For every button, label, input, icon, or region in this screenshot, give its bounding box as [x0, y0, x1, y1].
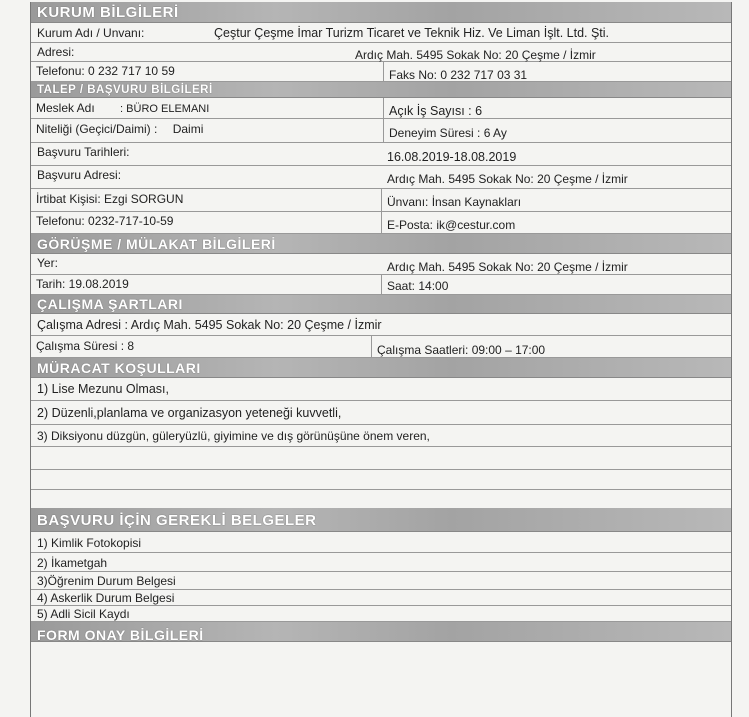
belge-item [31, 532, 731, 553]
section-header-talep: TALEP / BAŞVURU BİLGİLERİ [31, 82, 731, 98]
calisma-adres-row [31, 314, 731, 336]
gorusme-saat: Saat: 14:00 [381, 275, 731, 294]
belge-item [31, 553, 731, 572]
meslek-row [31, 98, 731, 119]
nitelik-row [31, 119, 731, 143]
gorusme-yer-label: Yer: [37, 256, 58, 270]
gorusme-yer-value: Ardıç Mah. 5495 Sokak No: 20 Çeşme / İzmir [387, 260, 628, 274]
kurum-telefon: Telefonu: 0 232 717 10 59 [36, 64, 175, 78]
kurum-adi-label: Kurum Adı / Unvanı: [37, 26, 145, 40]
talep-iletisim-row [31, 212, 731, 234]
basvuru-adres-value: Ardıç Mah. 5495 Sokak No: 20 Çeşme / İzmir [387, 172, 628, 186]
basvuru-tarih-value: 16.08.2019-18.08.2019 [387, 150, 517, 164]
belge-item-text: 1) Kimlik Fotokopisi [37, 536, 142, 550]
belge-item [31, 572, 731, 590]
belge-item-text: 4) Askerlik Durum Belgesi [37, 591, 175, 605]
section-header-form-onay: FORM ONAY BİLGİLERİ [31, 622, 731, 642]
deneyim-suresi: Deneyim Süresi : 6 Ay [383, 119, 731, 142]
kurum-adres-value: Ardıç Mah. 5495 Sokak No: 20 Çeşme / İzmir [355, 48, 596, 62]
gorusme-yer-row [31, 254, 731, 275]
kurum-iletisim-row [31, 62, 731, 82]
belge-item-text: 3)Öğrenim Durum Belgesi [37, 574, 176, 588]
muracat-item [31, 401, 731, 425]
kurum-adres-label: Adresi: [37, 45, 75, 59]
muracat-empty-row [31, 490, 731, 508]
muracat-item [31, 378, 731, 401]
muracat-item-text: 1) Lise Mezunu Olması, [37, 382, 169, 396]
form-frame [30, 2, 732, 717]
muracat-empty-row [31, 470, 731, 490]
belge-item [31, 590, 731, 606]
kurum-adi-value: Çeştur Çeşme İmar Turizm Ticaret ve Teknik Hiz. Ve Liman İşlt. Ltd. Şti. [214, 26, 610, 40]
section-header-calisma: ÇALIŞMA ŞARTLARI [31, 295, 731, 314]
gorusme-zaman-row [31, 275, 731, 295]
belge-item-text: 5) Adli Sicil Kaydı [37, 607, 130, 621]
talep-telefon: Telefonu: 0232-717-10-59 [36, 214, 174, 228]
calisma-saatleri: Çalışma Saatleri: 09:00 – 17:00 [371, 336, 731, 357]
basvuru-adres-label: Başvuru Adresi: [37, 168, 122, 182]
talep-eposta: E-Posta: ik@cestur.com [381, 212, 731, 233]
kurum-adres-row [31, 43, 731, 62]
calisma-sure-row [31, 336, 731, 358]
meslek-cell [31, 98, 383, 118]
section-header-gorusme: GÖRÜŞME / MÜLAKAT BİLGİLERİ [31, 234, 731, 254]
kurum-adi-row [31, 23, 731, 43]
irtibat-unvan: Ünvanı: İnsan Kaynakları [381, 189, 731, 211]
section-header-kurum: KURUM BİLGİLERİ [31, 2, 731, 23]
muracat-item [31, 425, 731, 447]
nitelik-cell [31, 119, 383, 142]
irtibat-kisisi: İrtibat Kişisi: Ezgi SORGUN [36, 192, 184, 206]
basvuru-tarih-row [31, 143, 731, 166]
nitelik-label: Niteliği (Geçici/Daimi) : [36, 122, 158, 136]
nitelik-value: Daimi [172, 122, 204, 136]
basvuru-tarih-label: Başvuru Tarihleri: [37, 145, 130, 159]
calisma-adresi: Çalışma Adresi : Ardıç Mah. 5495 Sokak No: 20 Çeşme / İzmir [37, 318, 382, 332]
muracat-item-text: 3) Diksiyonu düzgün, güleryüzlü, giyimine ve dış görünüşüne önem veren, [37, 429, 430, 443]
section-header-muracat: MÜRACAT KOŞULLARI [31, 358, 731, 378]
gorusme-tarih: Tarih: 19.08.2019 [36, 277, 129, 291]
belge-item-text: 2) İkametgah [37, 556, 108, 570]
meslek-label: Meslek Adı [36, 101, 95, 115]
calisma-suresi: Çalışma Süresi : 8 [36, 339, 135, 353]
basvuru-adres-row [31, 166, 731, 189]
irtibat-row [31, 189, 731, 212]
section-header-belgeler: BAŞVURU İÇİN GEREKLİ BELGELER [31, 508, 731, 532]
kurum-faks: Faks No: 0 232 717 03 31 [383, 62, 731, 81]
meslek-value: : BÜRO ELEMANI [120, 103, 210, 115]
muracat-empty-row [31, 447, 731, 470]
acik-is-sayisi: Açık İş Sayısı : 6 [383, 98, 731, 118]
belge-item [31, 606, 731, 622]
muracat-item-text: 2) Düzenli,planlama ve organizasyon yeteneği kuvvetli, [37, 406, 342, 420]
